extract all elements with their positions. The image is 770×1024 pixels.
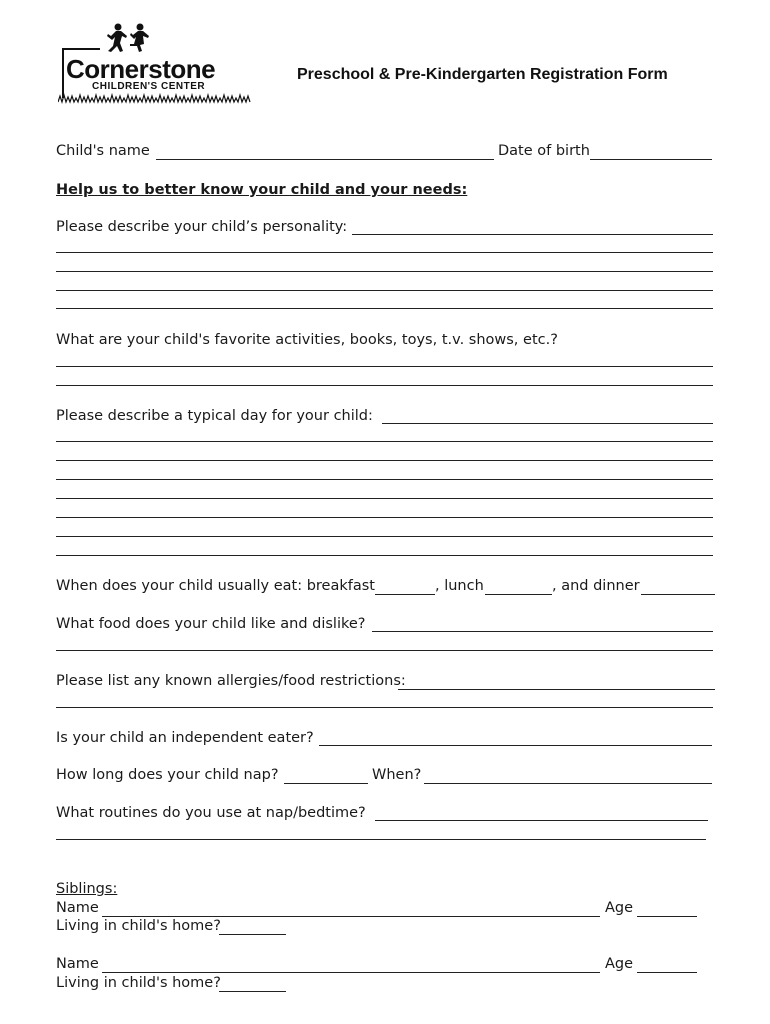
sibling-age-field[interactable] bbox=[637, 916, 697, 917]
favorites-answer-line[interactable] bbox=[56, 366, 713, 367]
sibling-name-field[interactable] bbox=[102, 972, 600, 973]
dinner-label: , and dinner bbox=[552, 578, 640, 594]
child-name-field[interactable] bbox=[156, 159, 494, 160]
personality-question: Please describe your child’s personality: bbox=[56, 219, 348, 235]
personality-answer-line[interactable] bbox=[352, 234, 713, 235]
allergies-question: Please list any known allergies/food restrictions: bbox=[56, 673, 406, 689]
typical-day-answer-line[interactable] bbox=[382, 423, 713, 424]
sibling-name-label: Name bbox=[56, 900, 99, 916]
sibling-age-label: Age bbox=[605, 956, 634, 972]
routines-field[interactable] bbox=[375, 820, 708, 821]
typical-day-answer-line[interactable] bbox=[56, 441, 713, 442]
typical-day-answer-line[interactable] bbox=[56, 555, 713, 556]
sibling-age-field[interactable] bbox=[637, 972, 697, 973]
typical-day-answer-line[interactable] bbox=[56, 536, 713, 537]
personality-answer-line[interactable] bbox=[56, 308, 713, 309]
nap-length-question: How long does your child nap? bbox=[56, 767, 279, 783]
dinner-field[interactable] bbox=[641, 594, 715, 595]
sibling-home-field[interactable] bbox=[219, 934, 286, 935]
eat-times-question: When does your child usually eat: breakfast bbox=[56, 578, 375, 594]
sibling-age-label: Age bbox=[605, 900, 634, 916]
children-figures-icon bbox=[102, 22, 162, 52]
logo-wordmark: Cornerstone bbox=[66, 54, 216, 84]
routines-question: What routines do you use at nap/bedtime? bbox=[56, 805, 366, 821]
page-title: Preschool & Pre-Kindergarten Registration Form bbox=[297, 66, 668, 83]
favorites-question: What are your child's favorite activities, books, toys, t.v. shows, etc.? bbox=[56, 332, 558, 348]
sibling-home-label: Living in child's home? bbox=[56, 975, 221, 991]
sibling-name-field[interactable] bbox=[102, 916, 600, 917]
lunch-field[interactable] bbox=[485, 594, 552, 595]
independent-eater-question: Is your child an independent eater? bbox=[56, 730, 314, 746]
personality-answer-line[interactable] bbox=[56, 290, 713, 291]
allergies-field[interactable] bbox=[398, 689, 715, 690]
date-of-birth-label: Date of birth bbox=[498, 143, 590, 159]
food-preferences-question: What food does your child like and dislike? bbox=[56, 616, 366, 632]
nap-length-field[interactable] bbox=[284, 783, 368, 784]
nap-when-label: When? bbox=[372, 767, 422, 783]
typical-day-answer-line[interactable] bbox=[56, 498, 713, 499]
personality-answer-line[interactable] bbox=[56, 271, 713, 272]
personality-answer-line[interactable] bbox=[56, 252, 713, 253]
routines-field[interactable] bbox=[56, 839, 706, 840]
allergies-field[interactable] bbox=[56, 707, 713, 708]
grass-decoration bbox=[58, 92, 254, 104]
date-of-birth-field[interactable] bbox=[590, 159, 712, 160]
sibling-name-label: Name bbox=[56, 956, 99, 972]
section-heading: Help us to better know your child and your needs: bbox=[56, 182, 468, 198]
siblings-heading: Siblings: bbox=[56, 881, 118, 897]
child-name-label: Child's name bbox=[56, 143, 150, 159]
typical-day-answer-line[interactable] bbox=[56, 517, 713, 518]
favorites-answer-line[interactable] bbox=[56, 385, 713, 386]
independent-eater-field[interactable] bbox=[319, 745, 712, 746]
typical-day-answer-line[interactable] bbox=[56, 460, 713, 461]
food-preferences-field[interactable] bbox=[56, 650, 713, 651]
breakfast-field[interactable] bbox=[375, 594, 435, 595]
typical-day-question: Please describe a typical day for your child: bbox=[56, 408, 373, 424]
typical-day-answer-line[interactable] bbox=[56, 479, 713, 480]
food-preferences-field[interactable] bbox=[372, 631, 713, 632]
sibling-home-field[interactable] bbox=[219, 991, 286, 992]
lunch-label: , lunch bbox=[435, 578, 484, 594]
logo-subtitle: CHILDREN'S CENTER bbox=[92, 81, 206, 92]
nap-when-field[interactable] bbox=[424, 783, 712, 784]
sibling-home-label: Living in child's home? bbox=[56, 918, 221, 934]
logo bbox=[56, 22, 256, 106]
